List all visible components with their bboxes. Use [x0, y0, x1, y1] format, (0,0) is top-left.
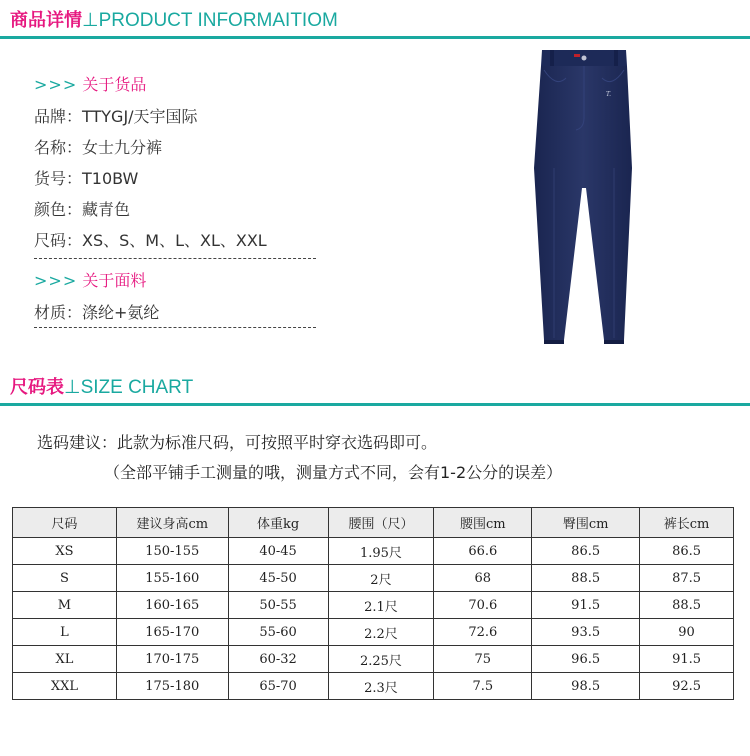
table-cell: 91.5	[640, 646, 734, 673]
column-header: 尺码	[13, 508, 117, 538]
table-cell: XS	[13, 538, 117, 565]
size-chart-title-en: SIZE CHART	[80, 377, 194, 398]
table-cell: 150-155	[116, 538, 228, 565]
table-cell: 2尺	[328, 565, 434, 592]
table-cell: 7.5	[434, 673, 532, 700]
table-cell: 88.5	[640, 592, 734, 619]
table-cell: 40-45	[228, 538, 328, 565]
product-info-title-en: PRODUCT INFORMAITIOM	[98, 10, 338, 31]
column-header: 建议身高cm	[116, 508, 228, 538]
header-underline	[0, 403, 750, 406]
table-row	[13, 673, 734, 700]
size-chart-header	[0, 373, 750, 407]
product-info-title-cn: 商品详情	[10, 10, 82, 31]
table-row	[13, 565, 734, 592]
table-cell: 2.25尺	[328, 646, 434, 673]
dashed-divider	[34, 327, 316, 328]
table-row	[13, 592, 734, 619]
arrows-icon: >>>	[34, 75, 78, 94]
table-cell: 91.5	[532, 592, 640, 619]
dashed-divider	[34, 258, 316, 259]
table-row	[13, 619, 734, 646]
size-advice: 选码建议：此款为标准尺码，可按照平时穿衣选码即可。	[37, 433, 438, 452]
table-cell: 88.5	[532, 565, 640, 592]
table-cell: 165-170	[116, 619, 228, 646]
table-cell: L	[13, 619, 117, 646]
table-header-row	[13, 508, 734, 538]
table-cell: 45-50	[228, 565, 328, 592]
about-goods-label: 关于货品	[82, 75, 147, 94]
table-cell: 72.6	[434, 619, 532, 646]
product-pants-image	[520, 48, 640, 348]
table-cell: 2.2尺	[328, 619, 434, 646]
table-cell: 65-70	[228, 673, 328, 700]
table-cell: 68	[434, 565, 532, 592]
column-header: 腰围（尺）	[328, 508, 434, 538]
table-cell: 170-175	[116, 646, 228, 673]
table-cell: XXL	[13, 673, 117, 700]
name-line: 名称：女士九分裤	[34, 138, 163, 157]
header-underline	[0, 36, 750, 39]
product-info-header	[0, 6, 750, 40]
brand-line: 品牌：TTYGJ/天宇国际	[34, 107, 198, 126]
column-header: 裤长cm	[640, 508, 734, 538]
table-cell: XL	[13, 646, 117, 673]
measure-note: （全部平铺手工测量的哦，测量方式不同，会有1-2公分的误差）	[104, 463, 563, 482]
table-cell: 86.5	[640, 538, 734, 565]
about-fabric-heading	[34, 268, 146, 291]
table-cell: 66.6	[434, 538, 532, 565]
column-header: 腰围cm	[434, 508, 532, 538]
item-number-line: 货号：T10BW	[34, 169, 139, 188]
table-cell: 1.95尺	[328, 538, 434, 565]
table-cell: S	[13, 565, 117, 592]
title-separator: ⊥	[82, 10, 99, 31]
size-chart-title-cn: 尺码表	[10, 377, 64, 398]
table-cell: 2.1尺	[328, 592, 434, 619]
table-cell: 60-32	[228, 646, 328, 673]
about-fabric-label: 关于面料	[82, 271, 147, 290]
table-cell: 55-60	[228, 619, 328, 646]
table-cell: 175-180	[116, 673, 228, 700]
table-cell: 70.6	[434, 592, 532, 619]
material-line: 材质：涤纶+氨纶	[34, 303, 160, 322]
table-cell: 50-55	[228, 592, 328, 619]
table-cell: 160-165	[116, 592, 228, 619]
table-cell: 93.5	[532, 619, 640, 646]
table-cell: 2.3尺	[328, 673, 434, 700]
table-cell: 155-160	[116, 565, 228, 592]
product-info-title	[10, 6, 338, 32]
table-row	[13, 538, 734, 565]
table-cell: 86.5	[532, 538, 640, 565]
title-separator: ⊥	[64, 377, 81, 398]
table-cell: 96.5	[532, 646, 640, 673]
svg-text:T.: T.	[606, 91, 612, 98]
table-cell: M	[13, 592, 117, 619]
arrows-icon: >>>	[34, 271, 78, 290]
size-line: 尺码：XS、S、M、L、XL、XXL	[34, 231, 267, 250]
table-cell: 98.5	[532, 673, 640, 700]
table-row	[13, 646, 734, 673]
table-cell: 75	[434, 646, 532, 673]
table-cell: 92.5	[640, 673, 734, 700]
column-header: 体重kg	[228, 508, 328, 538]
size-chart-title	[10, 373, 193, 399]
color-line: 颜色：藏青色	[34, 200, 131, 219]
column-header: 臀围cm	[532, 508, 640, 538]
table-cell: 87.5	[640, 565, 734, 592]
size-table	[12, 507, 734, 700]
table-cell: 90	[640, 619, 734, 646]
about-goods-heading	[34, 72, 146, 95]
